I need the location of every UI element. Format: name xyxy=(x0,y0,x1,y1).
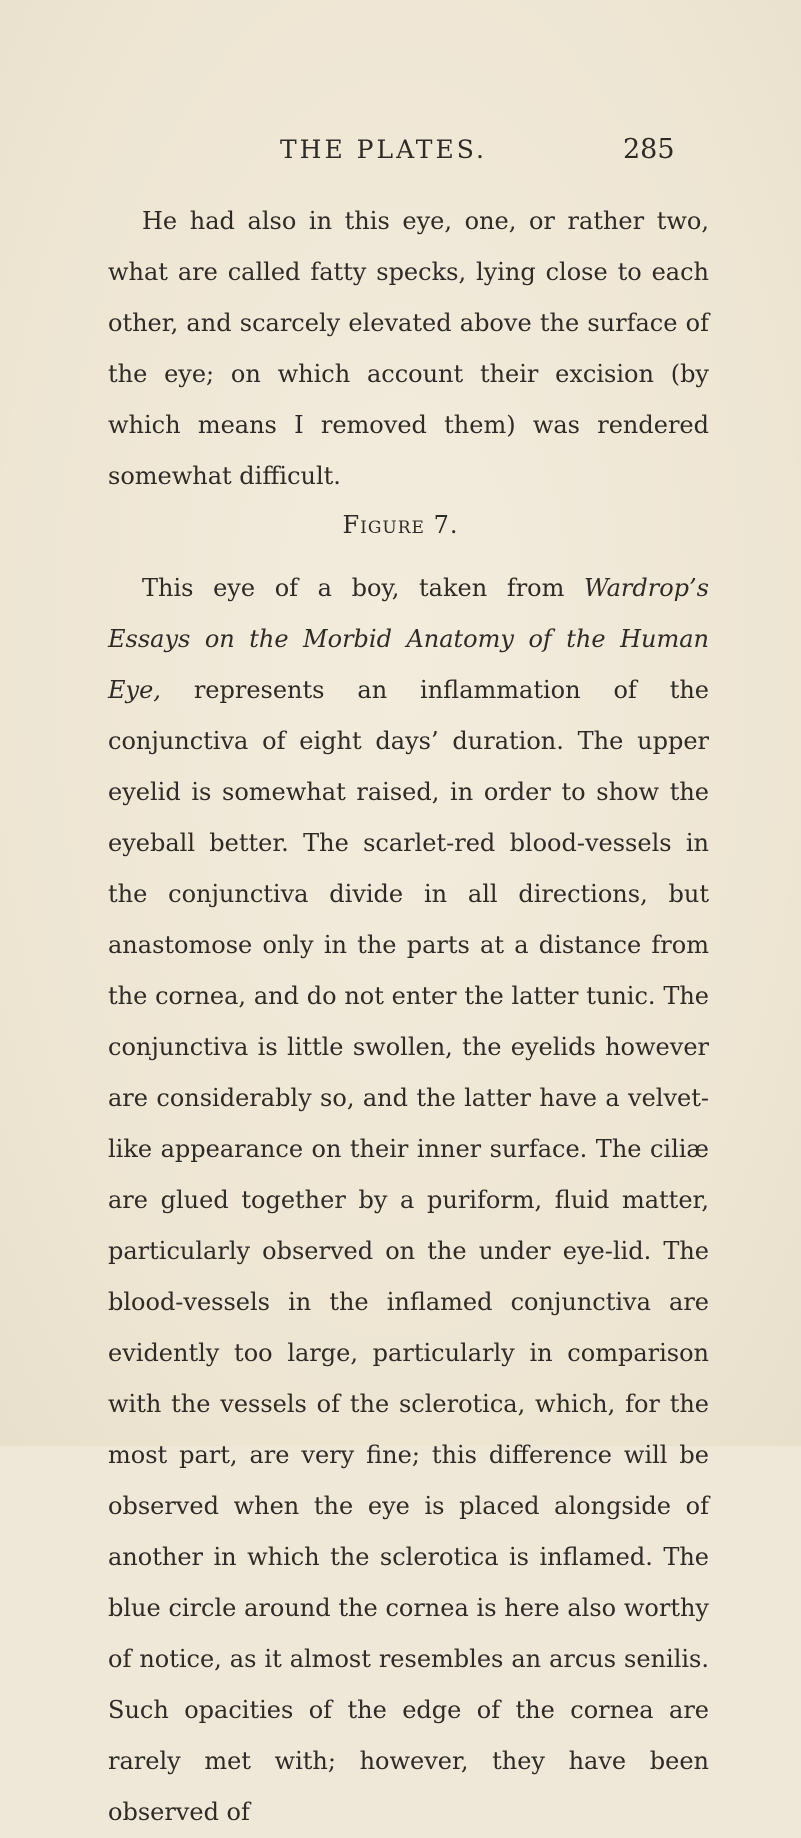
book-title: Essays on the Morbid Anatomy of the Human Eye, xyxy=(108,625,709,704)
paragraph-fatty-specks: He had also in this eye, one, or rather two, what are called fatty specks, lying close to each other, and scarcely elevated above the surface of the eye; on which account their excision (by which means I removed them) was rendered somewhat difficult. xyxy=(108,207,709,490)
paragraph-figure-7-description xyxy=(108,563,709,1838)
paragraph-body: represents an inflammation of the conjunctiva of eight days’ duration. The upper eyelid is somewhat raised, in order to show the eyeball better. The scarlet-red blood-vessels in the conjunctiva divide in all directions, but anastomose only in the parts at a distance from the cornea, and do not enter the latter tunic. The conjunctiva is little swollen, the eyelids however are considerably so, and the latter have a velvet-like appearance on their inner surface. The ciliæ are glued together by a puriform, fluid matter, particularly observed on the under eye-lid. The blood-vessels in the inflamed conjunctiva are evidently too large, particularly in comparison with the vessels of the sclerotica, which, for the most part, are very fine; this difference will be observed when the eye is placed alongside of another in which the sclerotica is inflamed. The blue circle around the cornea is here also worthy of notice, as it almost resembles an arcus senilis. Such opacities of the edge of the cornea are rarely met with; however, they have been observed of xyxy=(108,676,709,1826)
figure-number: 7. xyxy=(433,511,459,539)
figure-heading xyxy=(0,507,801,543)
figure-label: Figure xyxy=(342,511,425,539)
page-number: 285 xyxy=(623,134,675,165)
page-header xyxy=(0,130,801,170)
book-author: Wardrop’s xyxy=(584,574,709,602)
running-head: THE PLATES. xyxy=(280,135,487,164)
paragraph-intro: This eye of a boy, taken from xyxy=(142,574,585,602)
